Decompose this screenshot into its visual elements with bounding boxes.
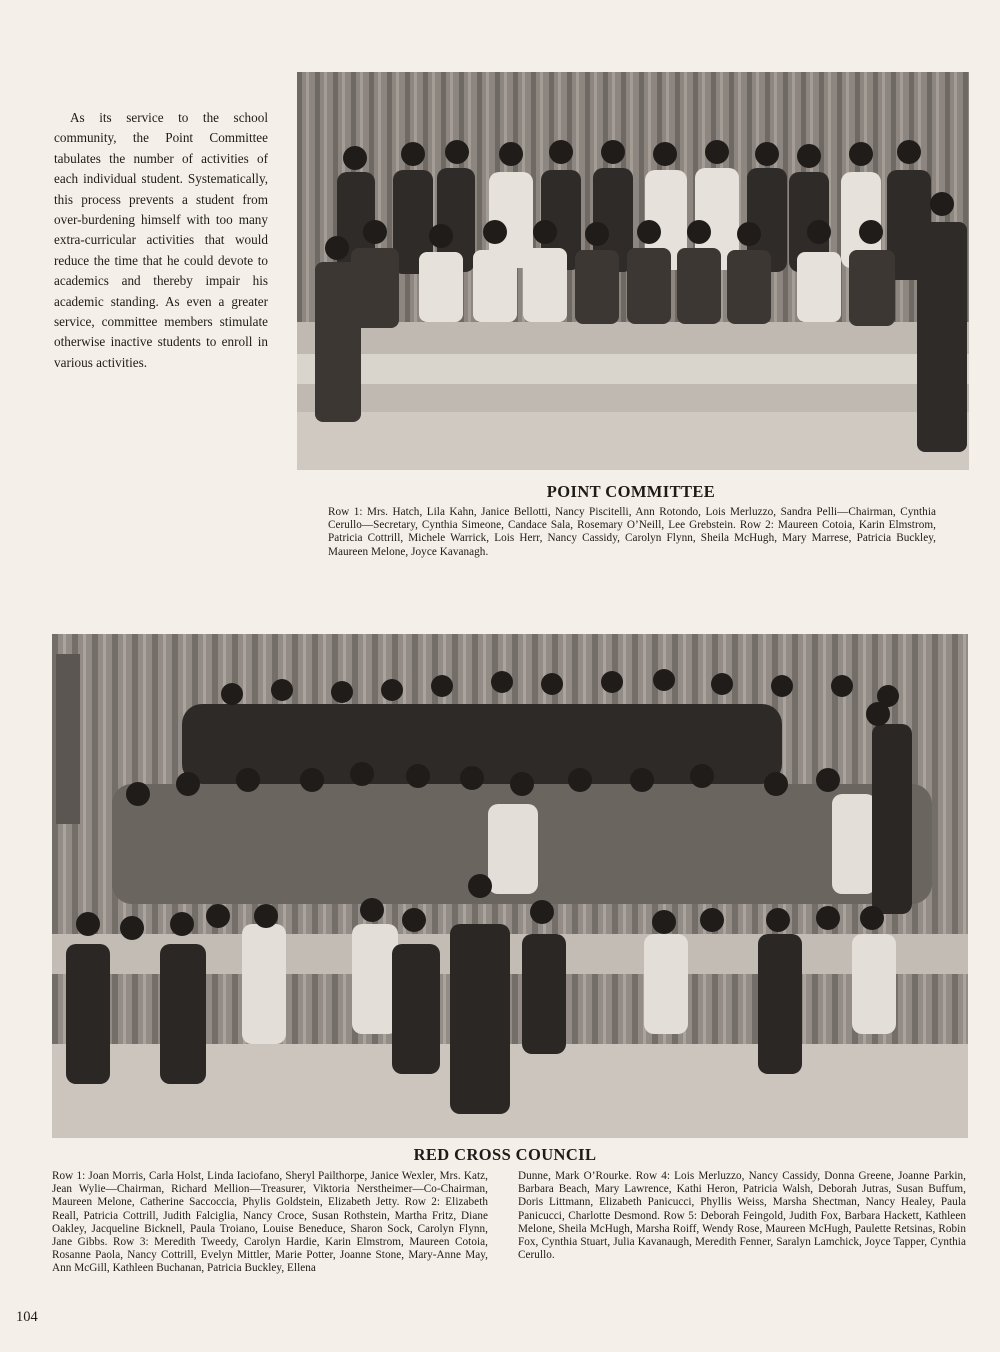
point-committee-photo-graphic xyxy=(297,72,969,470)
point-committee-photo xyxy=(297,72,969,470)
point-committee-caption: Row 1: Mrs. Hatch, Lila Kahn, Janice Bellotti, Nancy Piscitelli, Ann Rotondo, Lois Merluzzo, Sandra Pelli—Chairman, Cynthia Cerullo—Secretary, Cynthia Simeone, Candace Sala, Rosemary O’Neill, Lee Grebstein. Row 2: Maureen Cotoia, Karin Elmstrom, Patricia Cottrill, Michele Warrick, Lois Herr, Nancy Cassidy, Carolyn Flynn, Sheila McHugh, Mary Marrese, Patricia Buckley, Maureen Melone, Joyce Kavanagh. xyxy=(328,506,936,558)
intro-paragraph: As its service to the school community, the Point Committee tabulates the number of activities of each individual student. Systematically, this process prevents a student from over-burdening himself with too many extra-curricular activities that would reduce the time that he could devote to academics and thereby impair his academic standing. As even a greater service, committee members stimulate otherwise inactive students to enroll in various activities. xyxy=(54,110,268,370)
point-committee-title: POINT COMMITTEE xyxy=(546,482,716,501)
red-cross-council-photo-graphic xyxy=(52,634,968,1138)
red-cross-council-title: RED CROSS COUNCIL xyxy=(413,1145,597,1164)
red-cross-council-photo xyxy=(52,634,968,1138)
page-number: 104 xyxy=(16,1309,38,1325)
red-cross-caption-column-2: Dunne, Mark O’Rourke. Row 4: Lois Merluzzo, Nancy Cassidy, Donna Greene, Joanne Parkin, Barbara Beach, Mary Lawrence, Kathi Heron, Patricia Walsh, Deborah Jutras, Susan Buffum, Doris Littmann, Elizabeth Panicucci, Phyllis Weiss, Marsha Shectman, Nancy Healey, Paula Panicucci, Charlotte Desmond. Row 5: Deborah Feingold, Judith Fox, Barbara Hackett, Kathleen Melone, Sheila McHugh, Marsha Roiff, Wendy Rose, Maureen McHugh, Paulette Retsinas, Robin Fox, Cynthia Stuart, Julia Kavanaugh, Meredith Fenner, Saralyn Lamchick, Joyce Tapper, Cynthia Cerullo. xyxy=(518,1170,966,1262)
red-cross-caption-column-1: Row 1: Joan Morris, Carla Holst, Linda Iaciofano, Sheryl Pailthorpe, Janice Wexler, Mrs. Katz, Jean Wylie—Chairman, Richard Mellion—Treasurer, Viktoria Nerstheimer—Co-Chairman, Maureen Melone, Catherine Saccoccia, Phylis Goldstein, Elizabeth Jetty. Row 2: Elizabeth Reall, Patricia Cottrill, Judith Falciglia, Nancy Croce, Susan Rothstein, Martha Fritz, Diane Oakley, Jacqueline Bicknell, Paula Troiano, Louise Beneduce, Sharon Sock, Carolyn Flynn, Jane Gibbs. Row 3: Meredith Tweedy, Carolyn Hardie, Karin Elmstrom, Maureen Cotoia, Rosanne Paola, Nancy Cottrill, Evelyn Mittler, Marie Potter, Joanne Stone, Mary-Anne May, Ann McGill, Kathleen Buchanan, Patricia Buckley, Ellena xyxy=(52,1170,488,1275)
